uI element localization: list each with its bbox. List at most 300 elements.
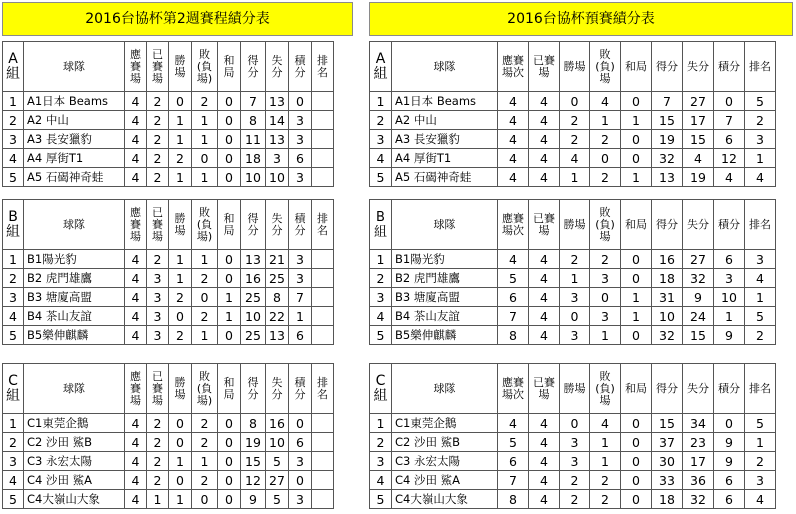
table-row xyxy=(3,307,334,326)
stat-cell: 21 xyxy=(266,250,289,269)
stat-cell: 0 xyxy=(169,307,192,326)
column-header: 失分 xyxy=(683,42,714,92)
stat-cell: 19 xyxy=(241,433,266,452)
stat-cell: 13 xyxy=(241,250,266,269)
stat-cell xyxy=(312,452,334,471)
stat-cell: 9 xyxy=(241,490,266,509)
row-index: 4 xyxy=(370,149,392,168)
stat-cell: 2 xyxy=(745,326,776,345)
stat-cell: 0 xyxy=(218,490,241,509)
stat-cell: 2 xyxy=(147,168,169,187)
stat-cell: 4 xyxy=(529,149,560,168)
stat-cell xyxy=(312,326,334,345)
stat-cell: 7 xyxy=(498,307,529,326)
stat-cell: 0 xyxy=(621,433,652,452)
column-header: 和 局 xyxy=(218,42,241,92)
row-index: 1 xyxy=(370,414,392,433)
stat-cell: 0 xyxy=(169,433,192,452)
table-row xyxy=(3,168,334,187)
stat-cell: 1 xyxy=(621,168,652,187)
stat-cell: 0 xyxy=(560,92,590,111)
stat-cell: 1 xyxy=(218,288,241,307)
stat-cell: 1 xyxy=(169,250,192,269)
team-column-header: 球隊 xyxy=(24,364,125,414)
row-index: 5 xyxy=(3,490,24,509)
header-row xyxy=(3,42,334,92)
stat-cell: 8 xyxy=(498,490,529,509)
stat-cell: 0 xyxy=(560,307,590,326)
stat-cell: 4 xyxy=(745,490,776,509)
stat-cell: 2 xyxy=(192,414,218,433)
team-name: A5 石碣神奇蛙 xyxy=(392,168,498,187)
team-name: A3 長安獵豹 xyxy=(392,130,498,149)
stat-cell: 3 xyxy=(289,269,312,288)
stat-cell: 2 xyxy=(169,326,192,345)
stat-cell: 1 xyxy=(590,326,621,345)
stat-cell: 1 xyxy=(560,269,590,288)
stat-cell: 6 xyxy=(714,250,745,269)
column-header: 和局 xyxy=(621,200,652,250)
stat-cell: 3 xyxy=(147,326,169,345)
column-header: 排 名 xyxy=(312,364,334,414)
stat-cell xyxy=(312,130,334,149)
team-name: A4 厚街T1 xyxy=(24,149,125,168)
stat-cell: 0 xyxy=(621,452,652,471)
stat-cell: 0 xyxy=(218,250,241,269)
stat-cell: 2 xyxy=(590,130,621,149)
stat-cell: 1 xyxy=(590,111,621,130)
stat-cell: 3 xyxy=(590,307,621,326)
stat-cell: 1 xyxy=(714,307,745,326)
table-row xyxy=(370,307,776,326)
stat-cell: 4 xyxy=(529,433,560,452)
stat-cell: 27 xyxy=(683,92,714,111)
stat-cell: 1 xyxy=(192,326,218,345)
row-index: 4 xyxy=(3,471,24,490)
stat-cell: 4 xyxy=(125,168,147,187)
header-row xyxy=(370,200,776,250)
stat-cell: 2 xyxy=(590,471,621,490)
table-row xyxy=(370,490,776,509)
stat-cell: 4 xyxy=(683,149,714,168)
row-index: 3 xyxy=(370,288,392,307)
stat-cell: 0 xyxy=(590,149,621,168)
stat-cell: 2 xyxy=(192,92,218,111)
column-header: 得 分 xyxy=(241,200,266,250)
stat-cell: 4 xyxy=(529,490,560,509)
table-row xyxy=(370,452,776,471)
row-index: 2 xyxy=(370,111,392,130)
column-header: 得分 xyxy=(652,200,683,250)
table-row xyxy=(3,471,334,490)
team-name: B4 茶山友誼 xyxy=(392,307,498,326)
stat-cell: 2 xyxy=(192,433,218,452)
stat-cell: 2 xyxy=(560,111,590,130)
stat-cell: 10 xyxy=(241,168,266,187)
stat-cell: 0 xyxy=(218,326,241,345)
column-header: 得分 xyxy=(652,42,683,92)
column-header: 和 局 xyxy=(218,200,241,250)
stat-cell: 0 xyxy=(560,414,590,433)
stat-cell: 3 xyxy=(147,288,169,307)
stat-cell: 4 xyxy=(125,326,147,345)
stat-cell: 2 xyxy=(147,149,169,168)
column-header: 應賽 場次 xyxy=(498,42,529,92)
stat-cell: 1 xyxy=(621,111,652,130)
stat-cell: 7 xyxy=(498,471,529,490)
row-index: 3 xyxy=(3,130,24,149)
stat-cell: 6 xyxy=(289,433,312,452)
column-header: 失分 xyxy=(683,200,714,250)
team-name: B2 虎門雄鷹 xyxy=(392,269,498,288)
stat-cell: 4 xyxy=(125,414,147,433)
stat-cell: 8 xyxy=(241,111,266,130)
left-table-title: 2016台協杯第2週賽程績分表 xyxy=(2,2,353,36)
stat-cell: 0 xyxy=(621,471,652,490)
column-header: 已 賽 場 xyxy=(147,42,169,92)
stat-cell: 2 xyxy=(169,149,192,168)
stat-cell: 2 xyxy=(590,250,621,269)
stat-cell: 6 xyxy=(498,452,529,471)
stat-cell: 3 xyxy=(560,433,590,452)
stat-cell: 17 xyxy=(683,452,714,471)
stat-cell xyxy=(312,149,334,168)
column-header: 敗 (負) 場 xyxy=(590,42,621,92)
stat-cell: 32 xyxy=(683,490,714,509)
stat-cell: 2 xyxy=(147,250,169,269)
stat-cell: 3 xyxy=(147,269,169,288)
stat-cell: 5 xyxy=(498,433,529,452)
stat-cell: 3 xyxy=(745,130,776,149)
stat-cell: 4 xyxy=(529,471,560,490)
stat-cell xyxy=(312,92,334,111)
column-header: 得分 xyxy=(652,364,683,414)
stat-cell: 4 xyxy=(529,92,560,111)
stat-cell: 4 xyxy=(125,250,147,269)
stat-cell: 7 xyxy=(652,92,683,111)
team-name: B3 塘廈高盟 xyxy=(392,288,498,307)
column-header: 已賽 場 xyxy=(529,364,560,414)
stat-cell: 0 xyxy=(192,149,218,168)
header-row xyxy=(3,364,334,414)
stat-cell: 0 xyxy=(192,490,218,509)
stat-cell: 34 xyxy=(683,414,714,433)
right-group-table-1 xyxy=(369,41,776,187)
column-header: 得 分 xyxy=(241,42,266,92)
team-name: B1陽光豹 xyxy=(24,250,125,269)
stat-cell: 1 xyxy=(192,168,218,187)
row-index: 4 xyxy=(370,471,392,490)
team-name: C3 永宏太陽 xyxy=(392,452,498,471)
header-row xyxy=(3,200,334,250)
stat-cell: 4 xyxy=(498,250,529,269)
stat-cell: 4 xyxy=(498,111,529,130)
stat-cell: 0 xyxy=(218,149,241,168)
group-label: B組 xyxy=(370,200,392,250)
column-header: 應賽 場次 xyxy=(498,364,529,414)
stat-cell: 1 xyxy=(621,307,652,326)
stat-cell: 0 xyxy=(289,92,312,111)
column-header: 排 名 xyxy=(312,200,334,250)
group-label: A 組 xyxy=(3,42,24,92)
row-index: 3 xyxy=(370,130,392,149)
stat-cell: 2 xyxy=(560,130,590,149)
team-name: C4大嶺山大象 xyxy=(392,490,498,509)
stat-cell: 0 xyxy=(218,269,241,288)
stat-cell: 0 xyxy=(621,490,652,509)
stat-cell: 4 xyxy=(529,130,560,149)
stat-cell: 0 xyxy=(621,250,652,269)
stat-cell: 6 xyxy=(714,490,745,509)
stat-cell: 0 xyxy=(218,130,241,149)
table-row xyxy=(3,433,334,452)
table-row xyxy=(370,414,776,433)
stat-cell: 2 xyxy=(192,471,218,490)
stat-cell: 1 xyxy=(169,168,192,187)
stat-cell: 0 xyxy=(289,414,312,433)
stat-cell: 13 xyxy=(266,326,289,345)
row-index: 1 xyxy=(3,92,24,111)
table-row xyxy=(370,168,776,187)
right-group-table-3 xyxy=(369,363,776,509)
stat-cell: 1 xyxy=(192,452,218,471)
team-name: A2 中山 xyxy=(392,111,498,130)
stat-cell: 0 xyxy=(621,326,652,345)
stat-cell: 1 xyxy=(621,288,652,307)
row-index: 5 xyxy=(3,168,24,187)
left-group-table-1 xyxy=(2,41,334,187)
stat-cell: 2 xyxy=(147,414,169,433)
table-row xyxy=(3,452,334,471)
table-row xyxy=(3,149,334,168)
row-index: 3 xyxy=(370,452,392,471)
stat-cell: 2 xyxy=(745,111,776,130)
stat-cell: 1 xyxy=(192,130,218,149)
stat-cell: 7 xyxy=(714,111,745,130)
stat-cell: 0 xyxy=(714,414,745,433)
table-row xyxy=(370,130,776,149)
team-name: C4 沙田 鯊A xyxy=(24,471,125,490)
column-header: 勝場 xyxy=(560,42,590,92)
group-label: A 組 xyxy=(370,42,392,92)
stat-cell: 18 xyxy=(652,490,683,509)
stat-cell: 15 xyxy=(652,414,683,433)
column-header: 排名 xyxy=(745,42,776,92)
stat-cell: 1 xyxy=(169,111,192,130)
stat-cell: 10 xyxy=(652,307,683,326)
stat-cell: 0 xyxy=(218,92,241,111)
stat-cell: 3 xyxy=(560,288,590,307)
stat-cell xyxy=(312,111,334,130)
team-name: C1東莞企鵝 xyxy=(24,414,125,433)
stat-cell: 22 xyxy=(266,307,289,326)
stat-cell: 4 xyxy=(125,452,147,471)
stat-cell: 1 xyxy=(289,307,312,326)
stat-cell: 4 xyxy=(498,130,529,149)
stat-cell: 30 xyxy=(652,452,683,471)
table-row xyxy=(370,149,776,168)
row-index: 5 xyxy=(370,168,392,187)
team-name: A5 石碣神奇蛙 xyxy=(24,168,125,187)
stat-cell xyxy=(312,433,334,452)
row-index: 1 xyxy=(3,250,24,269)
row-index: 2 xyxy=(3,269,24,288)
stat-cell: 2 xyxy=(147,471,169,490)
stat-cell: 0 xyxy=(218,168,241,187)
stat-cell: 25 xyxy=(266,269,289,288)
row-index: 2 xyxy=(3,111,24,130)
stat-cell: 3 xyxy=(745,471,776,490)
column-header: 敗 (負) 場 xyxy=(590,200,621,250)
stat-cell: 4 xyxy=(125,490,147,509)
stat-cell: 32 xyxy=(652,149,683,168)
column-header: 和 局 xyxy=(218,364,241,414)
table-row xyxy=(370,269,776,288)
stat-cell: 19 xyxy=(683,168,714,187)
stat-cell: 3 xyxy=(289,130,312,149)
column-header: 勝 場 xyxy=(169,200,192,250)
stat-cell xyxy=(312,414,334,433)
row-index: 2 xyxy=(3,433,24,452)
column-header: 積分 xyxy=(714,364,745,414)
stat-cell: 3 xyxy=(289,168,312,187)
stat-cell: 13 xyxy=(266,130,289,149)
column-header: 和局 xyxy=(621,364,652,414)
stat-cell: 9 xyxy=(714,452,745,471)
column-header: 應 賽 場 xyxy=(125,364,147,414)
group-label: C 組 xyxy=(370,364,392,414)
stat-cell: 3 xyxy=(560,326,590,345)
stat-cell: 0 xyxy=(621,130,652,149)
team-name: C2 沙田 鯊B xyxy=(392,433,498,452)
table-row xyxy=(3,250,334,269)
stat-cell: 3 xyxy=(289,250,312,269)
stat-cell: 4 xyxy=(529,250,560,269)
row-index: 4 xyxy=(370,307,392,326)
table-row xyxy=(3,111,334,130)
row-index: 4 xyxy=(3,149,24,168)
stat-cell: 2 xyxy=(192,307,218,326)
column-header: 失 分 xyxy=(266,200,289,250)
stat-cell: 1 xyxy=(147,490,169,509)
stat-cell: 0 xyxy=(218,471,241,490)
table-row xyxy=(370,250,776,269)
stat-cell: 19 xyxy=(652,130,683,149)
header-row xyxy=(370,42,776,92)
column-header: 得 分 xyxy=(241,364,266,414)
stat-cell: 4 xyxy=(498,92,529,111)
stat-cell: 9 xyxy=(714,326,745,345)
stat-cell: 4 xyxy=(529,307,560,326)
stat-cell: 1 xyxy=(192,250,218,269)
row-index: 1 xyxy=(370,250,392,269)
stat-cell: 1 xyxy=(745,149,776,168)
stat-cell: 23 xyxy=(683,433,714,452)
table-row xyxy=(3,326,334,345)
stat-cell: 10 xyxy=(266,433,289,452)
stat-cell: 4 xyxy=(745,269,776,288)
stat-cell: 15 xyxy=(683,326,714,345)
stat-cell: 10 xyxy=(714,288,745,307)
column-header: 勝場 xyxy=(560,364,590,414)
column-header: 應賽 場次 xyxy=(498,200,529,250)
stat-cell: 6 xyxy=(714,130,745,149)
stat-cell: 0 xyxy=(621,269,652,288)
stat-cell: 12 xyxy=(241,471,266,490)
column-header: 失 分 xyxy=(266,42,289,92)
stat-cell: 6 xyxy=(289,149,312,168)
stat-cell: 4 xyxy=(498,149,529,168)
stat-cell: 4 xyxy=(125,92,147,111)
stat-cell: 14 xyxy=(266,111,289,130)
column-header: 應 賽 場 xyxy=(125,200,147,250)
stat-cell: 0 xyxy=(169,92,192,111)
stat-cell: 1 xyxy=(745,433,776,452)
table-row xyxy=(370,92,776,111)
stat-cell: 4 xyxy=(529,288,560,307)
table-row xyxy=(370,433,776,452)
stat-cell: 33 xyxy=(652,471,683,490)
left-group-table-2 xyxy=(2,199,334,345)
team-column-header: 球隊 xyxy=(392,42,498,92)
stat-cell: 2 xyxy=(192,269,218,288)
row-index: 3 xyxy=(3,452,24,471)
stat-cell: 4 xyxy=(125,130,147,149)
stat-cell: 11 xyxy=(241,130,266,149)
team-name: B5樂伸麒麟 xyxy=(24,326,125,345)
stat-cell: 3 xyxy=(590,269,621,288)
team-name: B5樂伸麒麟 xyxy=(392,326,498,345)
stat-cell: 1 xyxy=(745,288,776,307)
stat-cell: 17 xyxy=(683,111,714,130)
column-header: 失 分 xyxy=(266,364,289,414)
stat-cell: 9 xyxy=(714,433,745,452)
table-row xyxy=(3,92,334,111)
stat-cell: 1 xyxy=(218,307,241,326)
stat-cell: 2 xyxy=(169,288,192,307)
table-row xyxy=(370,326,776,345)
stat-cell: 2 xyxy=(560,490,590,509)
stat-cell xyxy=(312,269,334,288)
stat-cell: 4 xyxy=(125,269,147,288)
stat-cell: 4 xyxy=(498,414,529,433)
stat-cell: 7 xyxy=(289,288,312,307)
stat-cell: 0 xyxy=(621,92,652,111)
column-header: 積 分 xyxy=(289,42,312,92)
stat-cell: 8 xyxy=(498,326,529,345)
column-header: 勝 場 xyxy=(169,42,192,92)
left-group-table-3 xyxy=(2,363,334,509)
stat-cell: 15 xyxy=(683,130,714,149)
stat-cell: 10 xyxy=(241,307,266,326)
stat-cell: 6 xyxy=(498,288,529,307)
stat-cell: 1 xyxy=(560,168,590,187)
stat-cell: 1 xyxy=(590,452,621,471)
row-index: 5 xyxy=(3,326,24,345)
stat-cell: 0 xyxy=(218,452,241,471)
group-label: C 組 xyxy=(3,364,24,414)
stat-cell: 0 xyxy=(590,288,621,307)
stat-cell: 4 xyxy=(529,326,560,345)
stat-cell: 4 xyxy=(529,414,560,433)
team-name: A1日本 Beams xyxy=(24,92,125,111)
table-row xyxy=(370,471,776,490)
stat-cell: 0 xyxy=(169,414,192,433)
column-header: 積 分 xyxy=(289,364,312,414)
stat-cell: 9 xyxy=(683,288,714,307)
stat-cell: 2 xyxy=(745,452,776,471)
team-name: C3 永宏太陽 xyxy=(24,452,125,471)
